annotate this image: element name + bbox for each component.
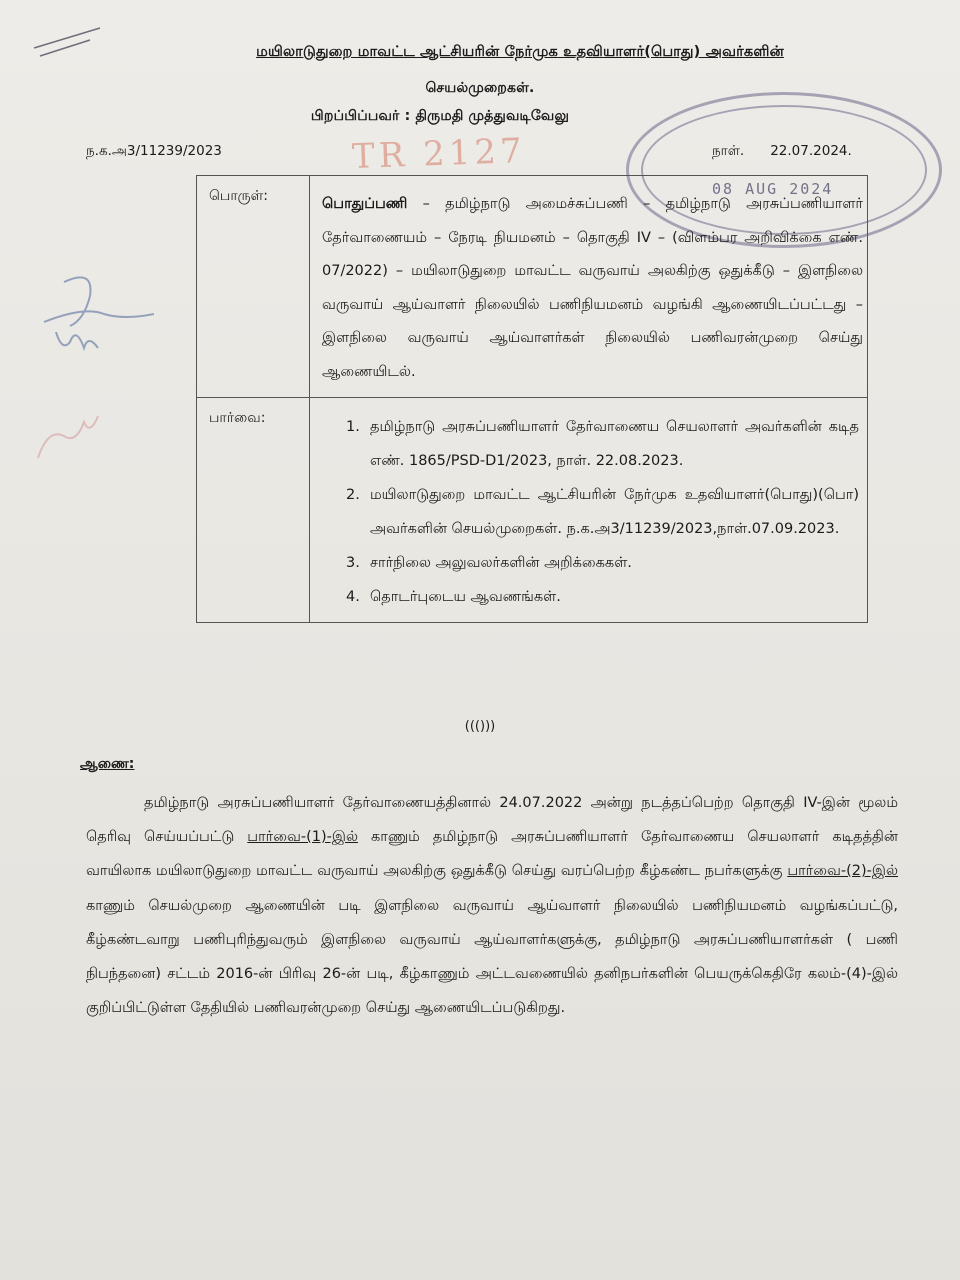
- handwritten-initials: [34, 262, 154, 462]
- order-paragraph: [86, 786, 898, 1025]
- reference-item-text: தொடர்புடைய ஆவணங்கள்.: [370, 589, 561, 605]
- reference-item-number: 4.: [346, 589, 360, 605]
- reference-item-text: தமிழ்நாடு அரசுப்பணியாளர் தேர்வாணைய செயலாளர் அவர்களின் கடித எண். 1865/PSD-D1/2023, நாள். 22.08.2023.: [370, 419, 859, 469]
- subject-text: [322, 188, 863, 389]
- date-value: 22.07.2024.: [770, 143, 852, 159]
- subject-label: பொருள்:: [197, 176, 310, 398]
- reference-item-text: சார்நிலை அலுவலர்களின் அறிக்கைகள்.: [370, 555, 632, 571]
- reference-item-number: 1.: [346, 419, 360, 435]
- references-list: [322, 410, 863, 614]
- header-proceedings: செயல்முறைகள்.: [425, 80, 535, 96]
- subject-body: – தமிழ்நாடு அமைச்சுப்பணி – தமிழ்நாடு அரசுப்பணியாளர் தேர்வாணையம் – நேரடி நியமனம் – தொகுதி IV – (விளம்பர அறிவிக்கை எண். 07/2022) – மயிலாடுதுறை மாவட்ட வருவாய் அலகிற்கு ஒதுக்கீடு – இளநிலை வருவாய் ஆய்வாளர் நிலையில் பணிநியமனம் வழங்கி ஆணையிடப்பட்டது – இளநிலை வருவாய் ஆய்வாளர்கள் நிலையில் பணிவரன்முறை செய்து ஆணையிடல்.: [322, 196, 863, 380]
- subject-lead: பொதுப்பணி: [322, 196, 408, 212]
- handwritten-number: TR 2127: [351, 130, 527, 178]
- separator-mark: ((())): [464, 719, 496, 734]
- reference-item: [322, 478, 863, 546]
- order-label: ஆணை:: [80, 756, 135, 772]
- order-text-end: காணும் செயல்முறை ஆணையின் படி இளநிலை வருவாய் ஆய்வாளர் நிலையில் பணிநியமனம் வழங்கப்பட்டு, கீழ்கண்டவாறு பணிபுரிந்துவரும் இளநிலை வருவாய் ஆய்வாளர்களுக்கு, தமிழ்நாடு அரசுப்பணியாளர்கள் ( பணி நிபந்தனை) சட்டம் 2016-ன் பிரிவு 26-ன் படி, கீழ்காணும் அட்டவணையில் தனிநபர்களின் பெயருக்கெதிரே கலம்-(4)-இல் குறிப்பிட்டுள்ள தேதியில் பணிவரன்முறை செய்து ஆணையிடப்படுகிறது.: [86, 897, 898, 1017]
- reference-item: [322, 546, 863, 580]
- stamp-date: 08 AUG 2024: [712, 180, 834, 198]
- order-ref-2: பார்வை-(2)-இல்: [787, 863, 898, 880]
- reference-date: [712, 143, 852, 161]
- references-row: [197, 398, 868, 623]
- reference-item-number: 3.: [346, 555, 360, 571]
- reference-item-number: 2.: [346, 487, 360, 503]
- order-text-mid: காணும் தமிழ்நாடு அரசுப்பணியாளர் தேர்வாணைய செயலாளர் கடிதத்தின் வாயிலாக மயிலாடுதுறை மாவட்ட வருவாய் அலகிற்கு ஒதுக்கீடு செய்து வரப்பெற்ற கீழ்கண்ட நபர்களுக்கு: [86, 829, 898, 880]
- date-label: நாள்.: [712, 143, 745, 159]
- reference-number: ந.க.அ3/11239/2023: [86, 143, 222, 159]
- order-text-start: தமிழ்நாடு அரசுப்பணியாளர் தேர்வாணையத்தினால் 24.07.2022 அன்று நடத்தப்பெற்ற தொகுதி IV-இன் மூலம் தெரிவு செய்யப்பட்டு: [86, 795, 898, 846]
- references-label: பார்வை:: [197, 398, 310, 623]
- order-ref-1: பார்வை-(1)-இல்: [247, 829, 358, 846]
- header-office-line: மயிலாடுதுறை மாவட்ட ஆட்சியரின் நேர்முக உதவியாளர்(பொது) அவர்களின்: [256, 44, 784, 60]
- subject-row: [197, 176, 868, 398]
- subject-cell: [310, 176, 868, 398]
- references-cell: [310, 398, 868, 623]
- header-issued-by: பிறப்பிப்பவர் : திருமதி முத்துவடிவேலு: [310, 108, 570, 124]
- reference-item: [322, 580, 863, 614]
- reference-item: [322, 410, 863, 478]
- reference-item-text: மயிலாடுதுறை மாவட்ட ஆட்சியரின் நேர்முக உதவியாளர்(பொது)(பொ) அவர்களின் செயல்முறைகள். ந.க.அ3/11239/2023,நாள்.07.09.2023.: [370, 487, 859, 537]
- subject-reference-table: [196, 175, 868, 623]
